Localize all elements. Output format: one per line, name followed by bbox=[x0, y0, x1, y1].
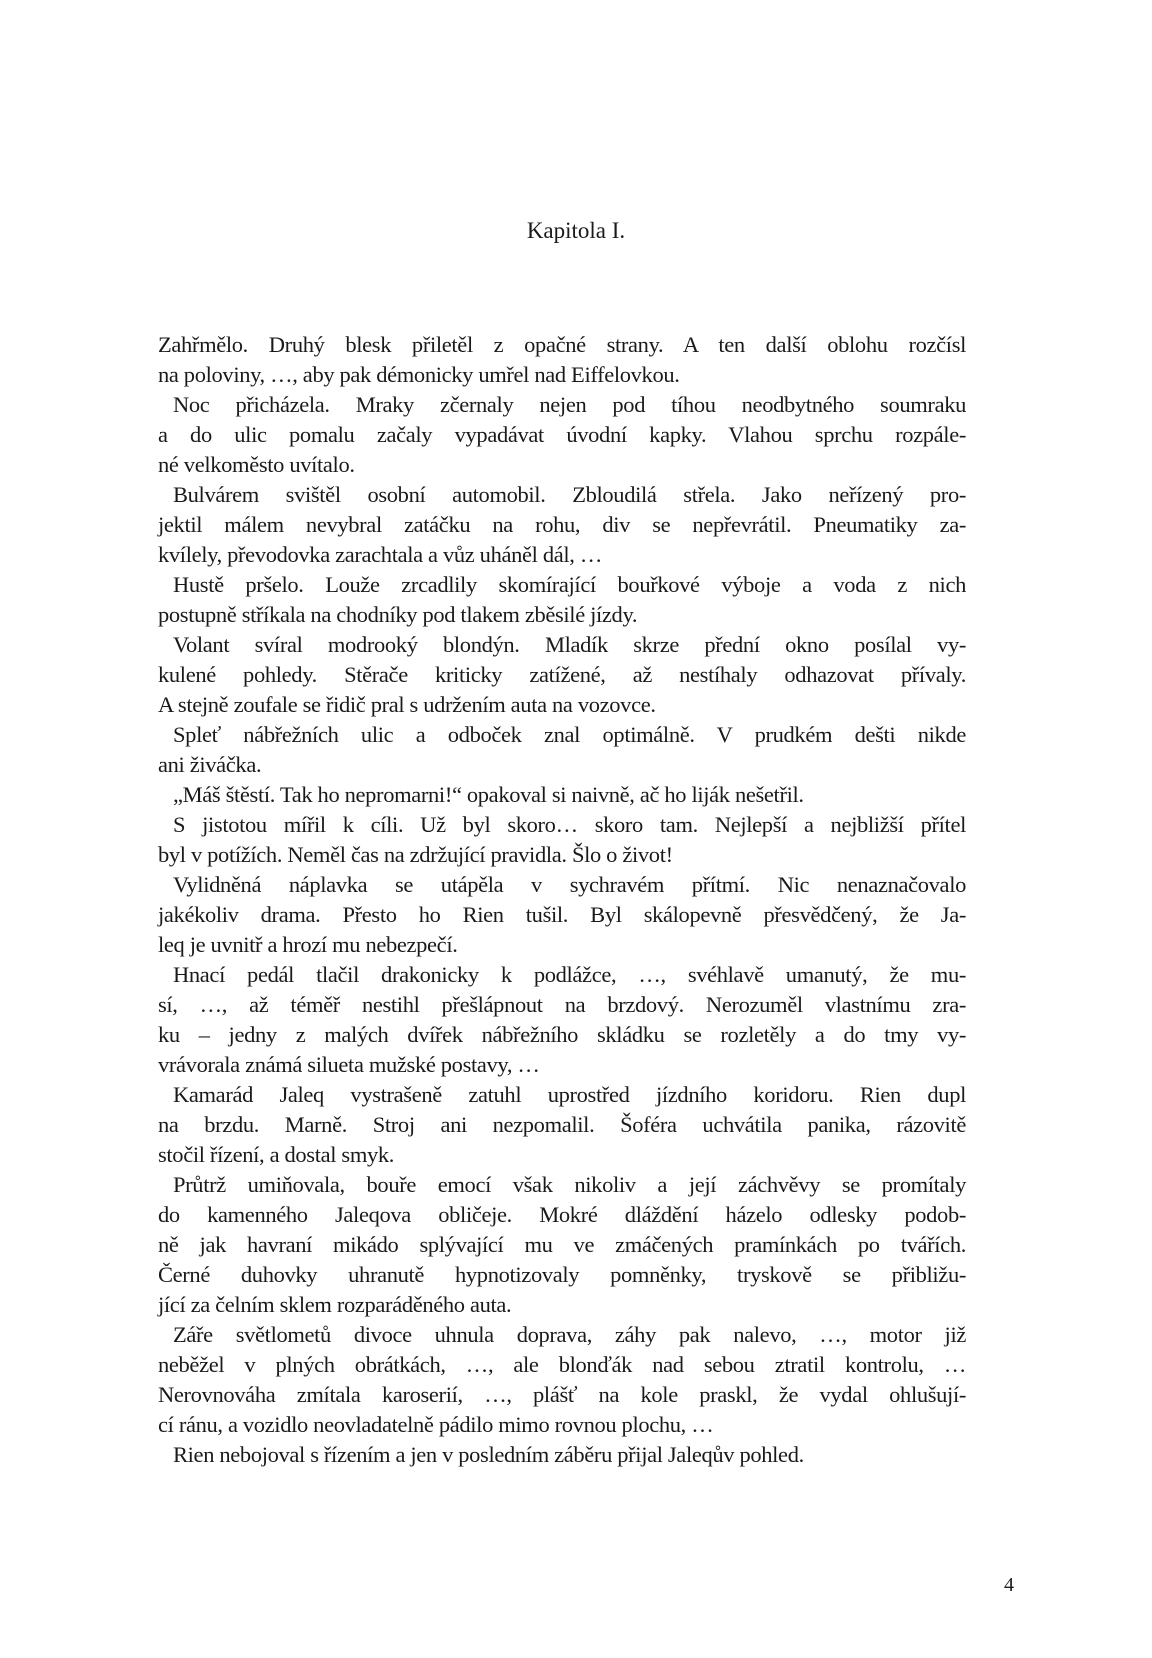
text-line: Nerovnováha zmítala karoserií, …, plášť na kole praskl, že vydal ohlušují- bbox=[158, 1382, 966, 1407]
text-line: Noc přicházela. Mraky zčernaly nejen pod tíhou neodbytného soumraku bbox=[173, 392, 966, 417]
text-line: ku – jedny z malých dvířek nábřežního skládku se rozletěly a do tmy vy- bbox=[158, 1022, 966, 1047]
text-line: kulené pohledy. Stěrače kriticky zatížené, až nestíhaly odhazovat přívaly. bbox=[158, 662, 966, 687]
text-line: na brzdu. Marně. Stroj ani nezpomalil. Šoféra uchvátila panika, rázovitě bbox=[158, 1112, 966, 1137]
text-line: neběžel v plných obrátkách, …, ale blonďák nad sebou ztratil kontrolu, … bbox=[158, 1352, 966, 1377]
chapter-body-text bbox=[158, 330, 966, 1470]
text-line: Spleť nábřežních ulic a odboček znal optimálně. V prudkém dešti nikde bbox=[173, 722, 966, 747]
text-line: a do ulic pomalu začaly vypadávat úvodní kapky. Vlahou sprchu rozpále- bbox=[158, 422, 966, 447]
text-line: ně jak havraní mikádo splývající mu ve zmáčených pramínkách po tvářích. bbox=[158, 1232, 966, 1257]
text-line: Hnací pedál tlačil drakonicky k podlážce, …, svéhlavě umanutý, že mu- bbox=[173, 962, 966, 987]
chapter-title: Kapitola I. bbox=[526, 218, 626, 243]
text-line: jektil málem nevybral zatáčku na rohu, div se nepřevrátil. Pneumatiky za- bbox=[158, 512, 966, 537]
text-line: „Máš štěstí. Tak ho nepromarni!“ opakoval si naivně, ač ho liják nešetřil. bbox=[173, 782, 804, 807]
text-line: né velkoměsto uvítalo. bbox=[158, 452, 355, 477]
text-line: postupně stříkala na chodníky pod tlakem zběsilé jízdy. bbox=[158, 602, 638, 627]
text-line: sí, …, až téměř nestihl přešlápnout na brzdový. Nerozuměl vlastnímu zra- bbox=[158, 992, 966, 1017]
text-line: jící za čelním sklem rozparáděného auta. bbox=[158, 1292, 512, 1317]
page-number: 4 bbox=[1004, 1574, 1014, 1596]
text-line: byl v potížích. Neměl čas na zdržující pravidla. Šlo o život! bbox=[158, 842, 673, 867]
text-line: stočil řízení, a dostal smyk. bbox=[158, 1142, 395, 1167]
text-line: vrávorala známá silueta mužské postavy, … bbox=[158, 1052, 540, 1077]
text-line: S jistotou mířil k cíli. Už byl skoro… skoro tam. Nejlepší a nejbližší přítel bbox=[173, 812, 966, 837]
text-line: Vylidněná náplavka se utápěla v sychravém přítmí. Nic nenaznačovalo bbox=[173, 872, 966, 897]
text-line: na poloviny, …, aby pak démonicky umřel nad Eiffelovkou. bbox=[158, 362, 680, 387]
text-line: leq je uvnitř a hrozí mu nebezpečí. bbox=[158, 932, 458, 957]
text-line: cí ránu, a vozidlo neovladatelně pádilo mimo rovnou plochu, … bbox=[158, 1412, 714, 1437]
text-line: ani živáčka. bbox=[158, 752, 262, 777]
text-line: Bulvárem svištěl osobní automobil. Zbloudilá střela. Jako neřízený pro- bbox=[173, 482, 966, 507]
text-line: jakékoliv drama. Přesto ho Rien tušil. Byl skálopevně přesvědčený, že Ja- bbox=[158, 902, 966, 927]
text-line: Záře světlometů divoce uhnula doprava, záhy pak nalevo, …, motor již bbox=[173, 1322, 966, 1347]
text-line: A stejně zoufale se řidič pral s udržením auta na vozovce. bbox=[158, 692, 656, 717]
text-line: Volant svíral modrooký blondýn. Mladík skrze přední okno posílal vy- bbox=[173, 632, 966, 657]
text-line: do kamenného Jaleqova obličeje. Mokré dláždění házelo odlesky podob- bbox=[158, 1202, 966, 1227]
text-line: Hustě pršelo. Louže zrcadlily skomírající bouřkové výboje a voda z nich bbox=[173, 572, 966, 597]
text-line: Kamarád Jaleq vystrašeně zatuhl uprostřed jízdního koridoru. Rien dupl bbox=[173, 1082, 966, 1107]
text-line: Rien nebojoval s řízením a jen v posledním záběru přijal Jaleqův pohled. bbox=[173, 1442, 804, 1467]
text-line: Průtrž umiňovala, bouře emocí však nikoliv a její záchvěvy se promítaly bbox=[173, 1172, 966, 1197]
text-line: Zahřmělo. Druhý blesk přiletěl z opačné strany. A ten další oblohu rozčísl bbox=[158, 332, 966, 357]
text-line: kvílely, převodovka zarachtala a vůz uháněl dál, … bbox=[158, 542, 602, 567]
text-line: Černé duhovky uhranutě hypnotizovaly pomněnky, tryskově se přibližu- bbox=[158, 1262, 966, 1287]
